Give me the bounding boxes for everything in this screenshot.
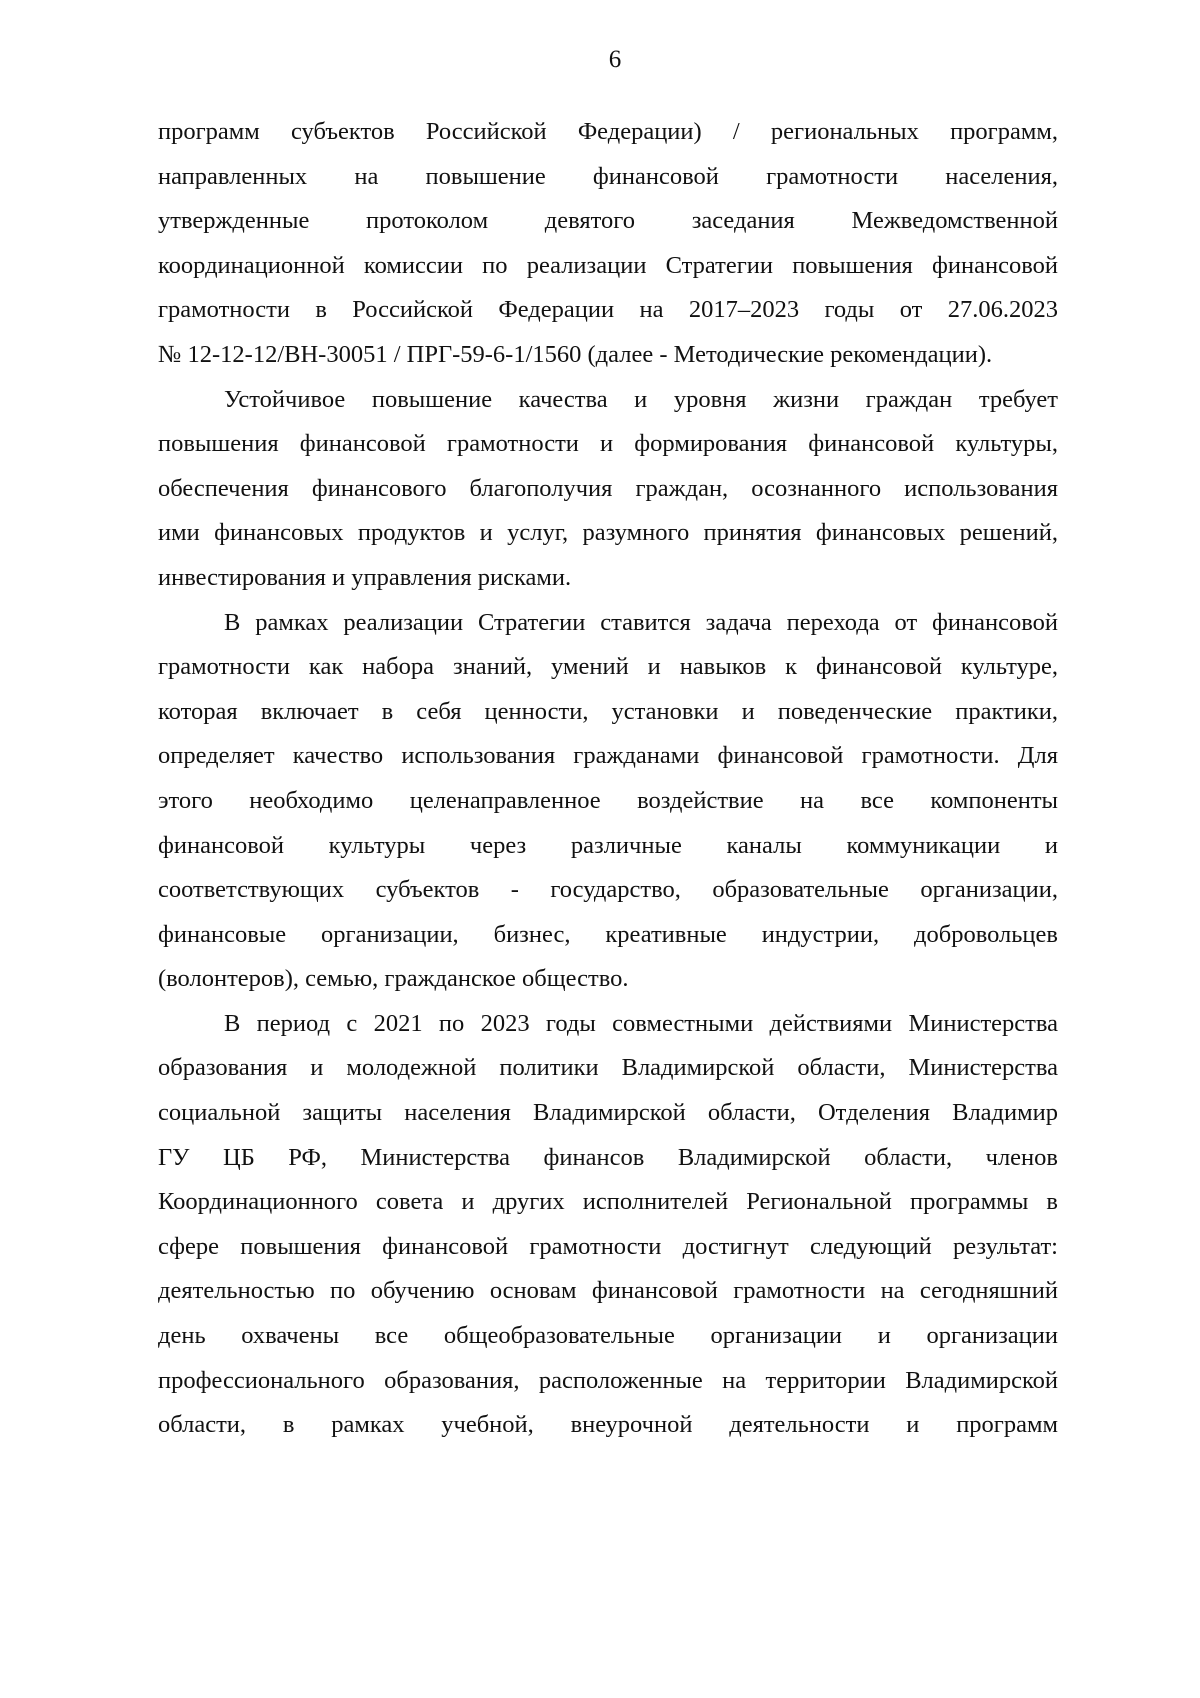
text-line: сфере повышения финансовой грамотности достигнут следующий результат: [158, 1232, 1058, 1260]
text-line: координационной комиссии по реализации Стратегии повышения финансовой [158, 251, 1058, 279]
text-line: направленных на повышение финансовой грамотности населения, [158, 162, 1058, 190]
text-line: этого необходимо целенаправленное воздействие на все компоненты [158, 786, 1058, 814]
text-line: Координационного совета и других исполнителей Региональной программы в [158, 1188, 1058, 1216]
text-line: Устойчивое повышение качества и уровня жизни граждан требует [224, 385, 1058, 413]
text-line: ими финансовых продуктов и услуг, разумного принятия финансовых решений, [158, 519, 1058, 547]
text-line: программ субъектов Российской Федерации) / региональных программ, [158, 118, 1058, 145]
text-line: социальной защиты населения Владимирской области, Отделения Владимир [158, 1099, 1058, 1127]
paragraph [158, 1002, 1058, 1448]
text-line: которая включает в себя ценности, установки и поведенческие практики, [158, 697, 1058, 725]
text-line: финансовой культуры через различные каналы коммуникации и [158, 831, 1058, 859]
text-line: соответствующих субъектов - государство, образовательные организации, [158, 876, 1058, 904]
text-line: В период с 2021 по 2023 годы совместными действиями Министерства [224, 1009, 1058, 1037]
text-line: деятельностью по обучению основам финансовой грамотности на сегодняшний [158, 1277, 1058, 1305]
text-line: день охвачены все общеобразовательные организации и организации [158, 1322, 1058, 1350]
paragraph [158, 601, 1058, 1002]
text-line: грамотности в Российской Федерации на 2017–2023 годы от 27.06.2023 [158, 296, 1058, 324]
page-number: 6 [608, 46, 622, 73]
document-body [158, 110, 1058, 1448]
text-line: образования и молодежной политики Владимирской области, Министерства [158, 1054, 1058, 1082]
text-line: финансовые организации, бизнес, креативные индустрии, добровольцев [158, 920, 1058, 948]
text-line: обеспечения финансового благополучия граждан, осознанного использования [158, 474, 1058, 502]
text-line: № 12-12-12/ВН-30051 / ПРГ-59-6-1/1560 (далее - Методические рекомендации). [158, 340, 993, 368]
text-line: определяет качество использования гражданами финансовой грамотности. Для [158, 742, 1058, 770]
paragraph [158, 378, 1058, 601]
text-line: повышения финансовой грамотности и формирования финансовой культуры, [158, 430, 1058, 458]
text-line: грамотности как набора знаний, умений и навыков к финансовой культуре, [158, 653, 1058, 681]
text-line: ГУ ЦБ РФ, Министерства финансов Владимирской области, членов [158, 1143, 1058, 1171]
text-line: области, в рамках учебной, внеурочной деятельности и программ [158, 1411, 1058, 1439]
paragraph [158, 110, 1058, 378]
text-line: утвержденные протоколом девятого заседания Межведомственной [158, 207, 1058, 235]
text-line: профессионального образования, расположенные на территории Владимирской [158, 1366, 1058, 1394]
text-line: В рамках реализации Стратегии ставится задача перехода от финансовой [224, 608, 1058, 636]
text-line: (волонтеров), семью, гражданское общество. [158, 965, 629, 993]
text-line: инвестирования и управления рисками. [158, 563, 572, 591]
